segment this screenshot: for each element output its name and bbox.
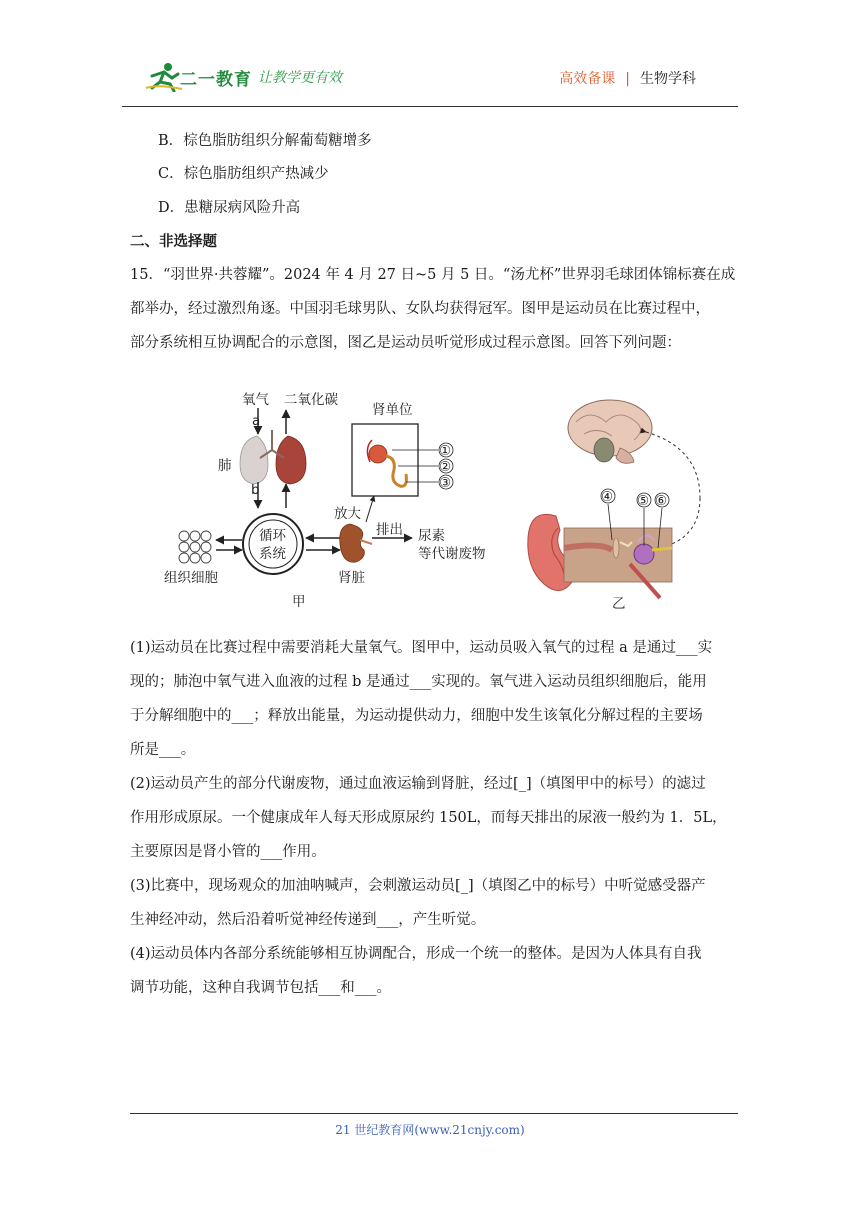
q3-line-1: (3)比赛中，现场观众的加油呐喊声，会刺激运动员[_]（填图乙中的标号）中听觉感受器产 [130,878,706,894]
caption-jia: 甲 [292,594,306,610]
q1-line-2: 现的；肺泡中氧气进入血液的过程 b 是通过___实现的。氧气进入运动员组织细胞后，能用 [130,674,707,690]
label-n3: ③ [439,475,452,491]
figure-jia [164,392,486,610]
page-header [122,60,738,107]
lung-icon [240,430,306,484]
runner-logo-icon [144,62,184,92]
label-circulation-2: 系统 [259,546,286,562]
circulation-system [243,514,303,574]
slogan: 让教学更有效 [258,70,342,86]
label-b: b [251,482,260,498]
label-co2: 二氧化碳 [284,392,338,408]
footer-source: 21 世纪教育网(www.21cnjy.com) [335,1123,525,1137]
label-n2: ② [439,459,452,475]
label-urea-2: 等代谢废物 [418,546,486,562]
section-title: 二、非选择题 [130,234,217,250]
tissue-cells-icon [179,531,211,563]
question-figure [160,378,720,618]
label-lung: 肺 [218,458,232,474]
footer-divider [130,1113,738,1114]
header-right-b: 生物学科 [640,71,696,87]
label-excrete: 排出 [376,522,403,538]
label-n1: ① [439,443,452,459]
label-a: a [252,413,261,429]
header-separator: | [625,71,630,87]
q2-line-2: 作用形成原尿。一个健康成年人每天形成原尿约 150L，而每天排出的尿液一般约为 1．5L， [130,810,727,826]
label-n4: ④ [601,489,614,505]
q4-line-2: 调节功能，这种自我调节包括___和___。 [130,980,391,996]
option-d: D．患糖尿病风险升高 [158,200,301,216]
header-right-a: 高效备课 [559,71,616,87]
q1-line-1: (1)运动员在比赛过程中需要消耗大量氧气。图甲中，运动员吸入氧气的过程 a 是通过___实 [130,640,713,656]
q1-line-3: 于分解细胞中的___；释放出能量，为运动提供动力，细胞中发生该氧化分解过程的主要场 [130,708,703,724]
logo-text: 二一教育 [180,70,252,90]
figure-yi [528,400,700,612]
label-urea-1: 尿素 [418,528,445,544]
q2-line-1: (2)运动员产生的部分代谢废物，通过血液运输到肾脏，经过[_]（填图甲中的标号）的滤过 [130,776,706,792]
label-kidney-unit: 肾单位 [372,402,413,418]
question-intro-3: 部分系统相互协调配合的示意图，图乙是运动员听觉形成过程示意图。回答下列问题： [130,335,681,351]
label-tissue: 组织细胞 [164,570,218,586]
label-oxygen: 氧气 [242,392,269,408]
question-intro-2: 都举办，经过激烈角逐。中国羽毛球男队、女队均获得冠军。图甲是运动员在比赛过程中， [130,301,710,317]
brain-icon [568,400,652,463]
label-magnify: 放大 [334,506,361,522]
option-c: C．棕色脂肪组织产热减少 [158,166,329,182]
arrow-magnify [366,496,374,522]
ear-icon [528,514,672,598]
label-kidney: 肾脏 [338,570,365,586]
q2-line-3: 主要原因是肾小管的___作用。 [130,844,326,860]
question-intro-1: 15．“羽世界·共蓉耀”。2024 年 4 月 27 日~5 月 5 日。“汤尤杯”世界羽毛球团体锦标赛在成 [130,267,736,283]
q1-line-4: 所是___。 [130,742,196,758]
option-b: B．棕色脂肪组织分解葡萄糖增多 [158,133,372,149]
q4-line-1: (4)运动员体内各部分系统能够相互协调配合，形成一个统一的整体。是因为人体具有自我 [130,946,702,962]
label-n5: ⑤ [637,493,650,509]
header-subject [559,68,696,88]
kidney-icon [340,524,372,562]
caption-yi: 乙 [612,596,626,612]
label-n6: ⑥ [655,493,668,509]
label-circulation-1: 循环 [259,528,286,544]
q3-line-2: 生神经冲动，然后沿着听觉神经传递到___，产生听觉。 [130,912,486,928]
dashed-nerve-path [646,432,700,498]
